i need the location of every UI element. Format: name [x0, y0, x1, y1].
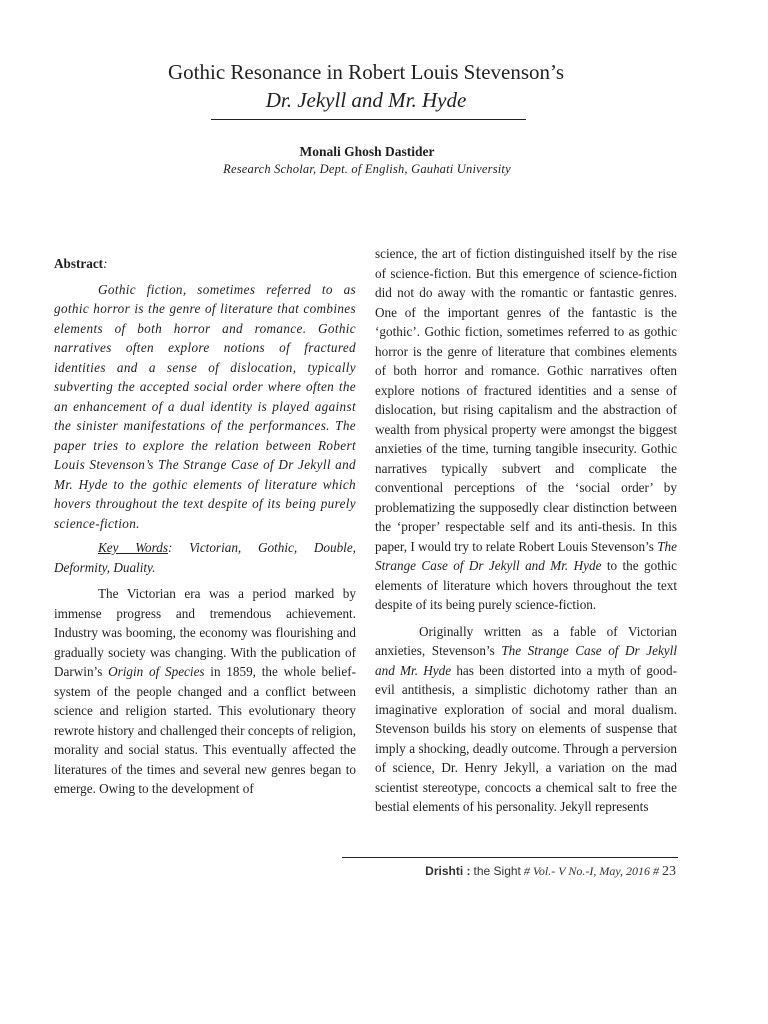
paper-title [0, 58, 732, 114]
page-number: 23 [662, 864, 676, 879]
abstract-body: Gothic fiction, sometimes referred to as gothic horror is the genre of literature that combines elements of both horror and romance. Gothic narratives often explore notions of fractured identities and a sense of dislocation, typically subverting the accepted social order where often the an enhancement of a dual identity is played against the sinister manifestations of the performances. The paper tries to explore the relation between Robert Louis Stevenson’s The Strange Case of Dr Jekyll and Mr. Hyde to the gothic elements of literature which hovers throughout the text despite of its being purely science-fiction. [54, 281, 356, 531]
body-paragraph-1-title-ref: Origin of Species [108, 664, 205, 679]
keywords [54, 538, 356, 577]
author-name: Monali Ghosh Dastider [299, 144, 435, 159]
abstract-heading-colon: : [103, 256, 108, 271]
body-paragraph-2-text-b: to the gothic elements of literature which hovers throughout the text despite of its being purely science-fiction. [375, 558, 677, 612]
paper-title-line2: Dr. Jekyll and Mr. Hyde [265, 88, 467, 112]
body-paragraph-3-text-a: Originally written as a fable of Victorian anxieties, Stevenson’s [375, 623, 677, 658]
body-paragraph-1-text-a: The Victorian era was a period marked by immense progress and tremendous achievement. Industry was booming, the economy was flourishing and gradually society was changing. With the publication of Darwin’s [54, 586, 356, 679]
keywords-label: Key Words [98, 540, 168, 555]
keywords-list: : Victorian, Gothic, Double, Deformity, Duality. [54, 540, 356, 575]
body-paragraph-1 [54, 584, 356, 799]
body-paragraph-1-text-b: in 1859, the whole belief-system of the people changed and a conflict between science and religion started. This evolutionary theory rewrote history and challenged their concepts of religion, morality and social status. This eventually affected the literatures of the times and several new genres began to emerge. Owing to the development of [54, 664, 356, 796]
abstract-heading [54, 254, 356, 274]
footer-rule [342, 857, 678, 858]
journal-name: Drishti : [425, 864, 471, 878]
body-paragraph-2 [375, 244, 677, 615]
author-affiliation: Research Scholar, Dept. of English, Gauhati University [223, 162, 511, 176]
paper-title-line1: Gothic Resonance in Robert Louis Stevenson’s [167, 60, 565, 84]
journal-subtitle: the Sight [473, 864, 521, 878]
right-column [375, 244, 677, 817]
body-paragraph-2-text-a: science, the art of fiction distinguished itself by the rise of science-fiction. But this emergence of science-fiction did not do away with the romantic or fantastic genres. One of the important genres of the fantastic is the ‘gothic’. Gothic fiction, sometimes referred to as gothic horror is the genre of literature that combines elements of both horror and romance. Gothic narratives often explore notions of fractured identities and a sense of dislocation, but rising capitalism and the abstraction of wealth from physical property were amongst the biggest anxieties of the time, turning tangible insecurity. Gothic narratives typically subvert and complicate the conventional perceptions of the ‘social order’ by problematizing the supposedly clear distinction between the ‘proper’ respectable self and its anti-thesis. In this paper, I would try to relate Robert Louis Stevenson’s [375, 246, 677, 554]
left-column [54, 247, 356, 799]
body-paragraph-3 [375, 622, 677, 817]
body-paragraph-3-title-ref: The Strange Case of Dr Jekyll and Mr. Hyde [375, 643, 677, 678]
abstract-heading-text: Abstract [54, 256, 104, 271]
title-underline [211, 119, 526, 120]
page-footer [425, 863, 676, 880]
body-paragraph-3-text-b: has been distorted into a myth of good-evil antithesis, a simplistic dichotomy rather than an imaginative exploration of social and moral dualism. Stevenson builds his story on elements of suspense that imply a shocking, deadly outcome. Through a perversion of science, Dr. Henry Jekyll, a variation on the mad scientist stereotype, concocts a chemical salt to free the bestial elements of his personality. Jekyll represents [375, 662, 677, 814]
body-paragraph-2-title-ref: The Strange Case of Dr Jekyll and Mr. Hyde [375, 538, 677, 573]
issue-info: # Vol.- V No.-I, May, 2016 # [523, 864, 659, 878]
